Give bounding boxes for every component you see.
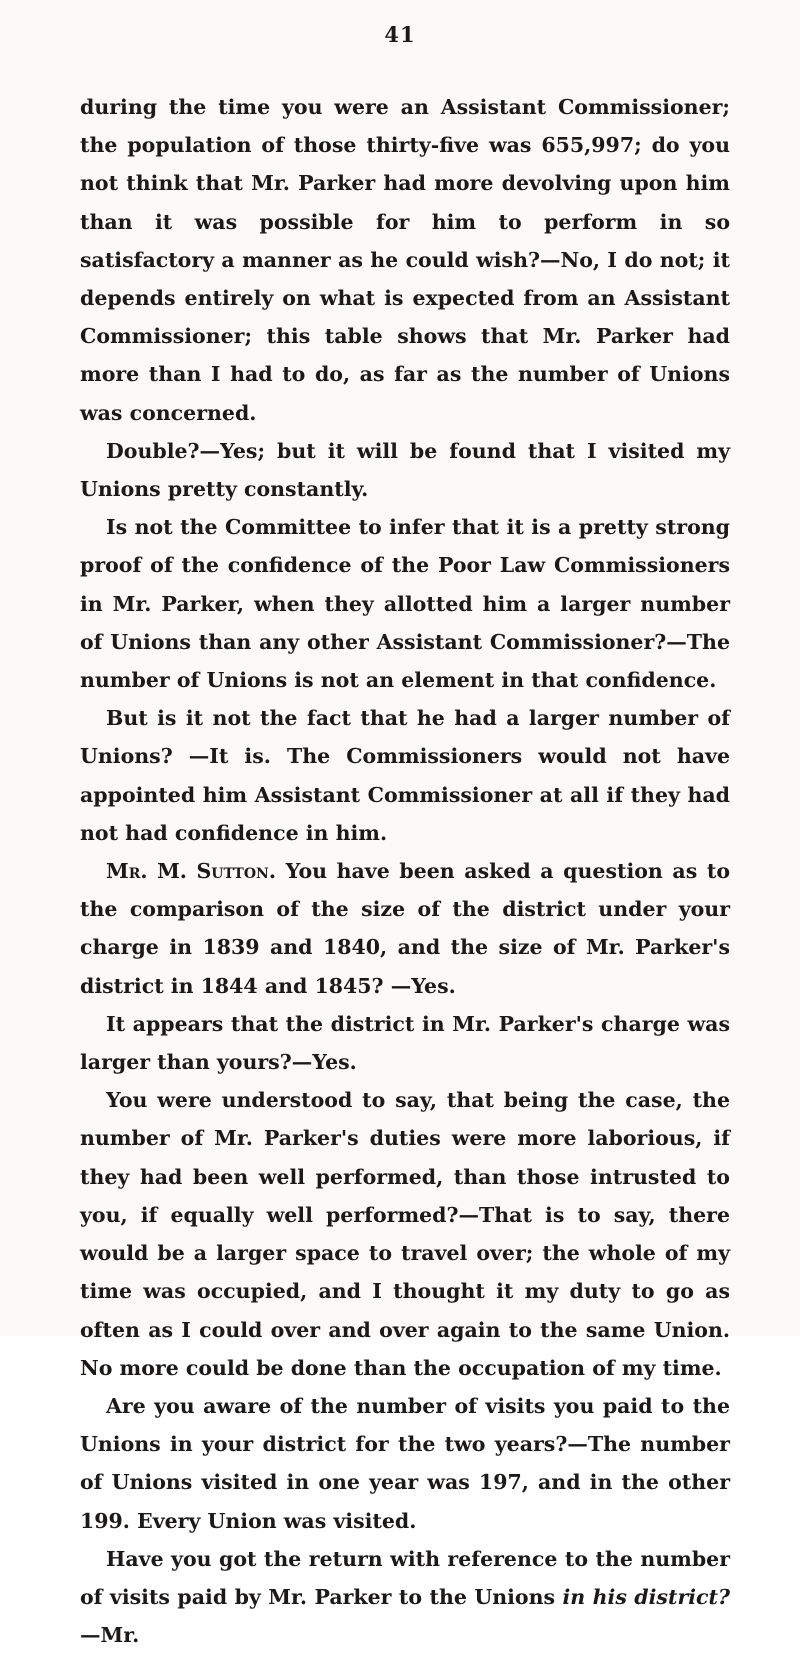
body-text [80,88,730,1654]
paragraph-tail: —Mr. [80,1623,140,1648]
paragraph-text: Have you got the return with reference to the number of visits paid by Mr. Parker to the Unions [80,1546,730,1609]
paragraph: Double?—Yes; but it will be found that I visited my Unions pretty constantly. [80,438,730,502]
paragraph: Are you aware of the number of visits you paid to the Unions in your district for the two years?—The number of Unions visited in one year was 197, and in the other 199. Every Union was visited. [80,1393,730,1533]
paragraph: during the time you were an Assistant Commissioner; the population of those thirty-five was 655,997; do you not think that Mr. Parker had more devolving upon him than it was possible for him to perform in so satisfactory a manner as he could wish?—No, I do not; it depends entirely on what is expected from an Assistant Commissioner; this table shows that Mr. Parker had more than I had to do, as far as the number of Unions was concerned. [80,95,730,425]
paragraph: It appears that the district in Mr. Parker's charge was larger than yours?—Yes. [80,1011,730,1075]
italic-text: in his district? [562,1584,730,1609]
speaker-name: Mr. M. Sutton. [106,859,276,884]
paragraph-text: You have been asked a question as to the comparison of the size of the district under your charge in 1839 and 1840, and the size of Mr. Parker's district in 1844 and 1845? —Yes. [80,859,731,998]
paragraph: You were understood to say, that being the case, the number of Mr. Parker's duties were more laborious, if they had been well performed, than those intrusted to you, if equally well performed?—That is to say, there would be a larger space to travel over; the whole of my time was occupied, and I thought it my duty to go as often as I could over and over again to the same Union. No more could be done than the occupation of my time. [80,1088,730,1380]
paragraph: Is not the Committee to infer that it is a pretty strong proof of the confidence of the Poor Law Commissioners in Mr. Parker, when they allotted him a larger number of Unions than any other Assistant Commissioner?—The number of Unions is not an element in that confidence. [80,515,730,693]
paragraph [80,1540,730,1654]
page-number: 41 [384,22,416,47]
paragraph: But is it not the fact that he had a larger number of Unions? —It is. The Commissioners would not have appointed him Assistant Commissioner at all if they had not had confidence in him. [80,706,730,845]
paragraph [80,852,730,1005]
